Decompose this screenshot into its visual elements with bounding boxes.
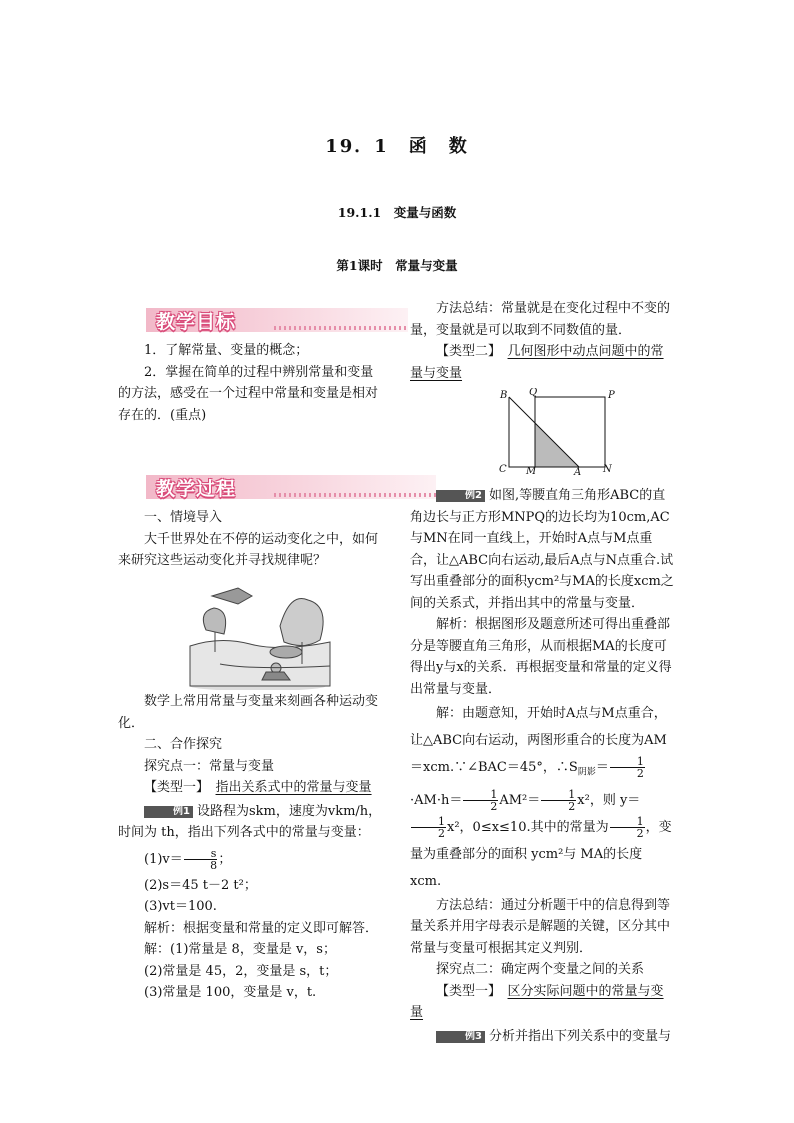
example-tag: 例2 bbox=[436, 490, 485, 502]
goals-list bbox=[118, 340, 386, 426]
fraction: $\frac{1}{2}$ bbox=[463, 789, 498, 812]
section-heading: 二、合作探究 bbox=[144, 737, 223, 752]
solution-line: 解：(1)常量是 8，变量是 v，s； bbox=[144, 942, 336, 957]
analysis-text: 解析：根据变量和常量的定义即可解答． bbox=[144, 920, 379, 936]
example-1 bbox=[118, 801, 386, 844]
label-q: Q bbox=[529, 388, 538, 398]
intro-block bbox=[118, 507, 386, 572]
label-c: C bbox=[499, 464, 507, 475]
example-text: 分析并指出下列关系中的变量与 bbox=[488, 1028, 671, 1044]
point-heading: 探究点一：常量与变量 bbox=[144, 758, 275, 774]
type-title: 几何图形中动点问题中的常量与变量 bbox=[410, 344, 664, 381]
page-title: 19．1 函 数 bbox=[325, 136, 469, 157]
explore-block bbox=[118, 691, 386, 1004]
right-top-block bbox=[410, 298, 676, 384]
goal-item: 2．掌握在简单的过程中辨别常量和变量的方法，感受在一个过程中常量和变量是相对存在的．(重点) bbox=[118, 364, 379, 423]
type-heading: 【类型一】 区分实际问题中的常量与变量 bbox=[410, 983, 664, 1021]
label-n: N bbox=[603, 464, 612, 475]
goal-item: 1．了解常量、变量的概念； bbox=[144, 343, 309, 358]
fraction: $\frac{1}{2}$ bbox=[610, 756, 645, 779]
kids-illustration bbox=[180, 586, 336, 690]
solution-line: (3)常量是 100，变量是 v，t. bbox=[144, 985, 317, 1000]
geometry-figure bbox=[496, 388, 618, 478]
process-banner bbox=[146, 475, 436, 499]
fraction: $\frac{s}{8}$ bbox=[184, 848, 218, 871]
solution-2: 解：由题意知，开始时A点与M点重合，让△ABC向右运动，两图形重合的长度为AM＝xcm.∵∠BAC＝45°，$\therefore S_{阴影}=$ $\frac{1}{2}$ ·AM·h＝ $\frac{1}{2}$ AM²＝ $\frac{1}{2}$ x²，则 y＝ $\frac{1}{2}$ x²，0≤x≤10.其中的常量为 $\frac{1}{2}$ ，变量为重叠部分的面积 ycm²与 MA的长度 xcm. bbox=[410, 706, 672, 889]
formula-3: (3)vt＝100. bbox=[144, 899, 217, 914]
example-text: 如图,等腰直角三角形ABC的直角边长与正方形MNPQ的边长均为10cm,AC与MN在同一直线上，开始时A点与M点重合，让△ABC向右运动,最后A点与N点重合.试写出重叠部分的面积ycm²与MA的长度xcm之间的关系式，并指出其中的常量与变量． bbox=[410, 488, 674, 611]
goals-banner-text: 教学目标 bbox=[156, 311, 237, 333]
type-heading bbox=[118, 777, 386, 799]
lesson-title: 第1课时 常量与变量 bbox=[336, 258, 458, 273]
process-banner-text: 教学过程 bbox=[156, 478, 237, 500]
formula-1: (1)v＝ $\frac{s}{8}$ ； bbox=[144, 846, 232, 872]
label-a: A bbox=[574, 467, 582, 478]
example-tag: 例1 bbox=[144, 806, 193, 818]
point-heading: 探究点二：确定两个变量之间的关系 bbox=[436, 962, 645, 978]
example-text: 设路程为skm，速度为vkm/h，时间为 th，指出下列各式中的常量与变量： bbox=[118, 803, 382, 840]
type-title: 区分实际问题中的常量与变量 bbox=[410, 983, 664, 1021]
fraction: $\frac{1}{2}$ bbox=[411, 816, 446, 839]
right-main-block bbox=[410, 485, 676, 1047]
section-subtitle: 19.1.1 变量与函数 bbox=[337, 205, 457, 220]
formula-2: (2)s＝45 t－2 t²； bbox=[144, 877, 257, 893]
type-title: 指出关系式中的常量与变量 bbox=[215, 780, 372, 795]
solution-line: (2)常量是 45，2，变量是 s，t； bbox=[144, 963, 338, 979]
example-2 bbox=[410, 485, 676, 614]
intro-text: 大千世界处在不停的运动变化之中，如何来研究这些运动变化并寻找规律呢？ bbox=[118, 531, 379, 568]
label-m: M bbox=[526, 466, 537, 477]
label-b: B bbox=[500, 390, 508, 401]
method-summary: 方法总结：常量就是在变化过程中不变的量，变量就是可以取到不同数值的量． bbox=[410, 301, 671, 338]
type-heading: 【类型二】 几何图形中动点问题中的常量与变量 bbox=[410, 344, 664, 381]
fraction: $\frac{1}{2}$ bbox=[541, 789, 576, 812]
fraction: $\frac{1}{2}$ bbox=[610, 816, 645, 839]
label-p: P bbox=[608, 390, 615, 401]
analysis-text: 解析：根据图形及题意所述可得出重叠部分是等腰直角三角形，从而根据MA的长度可得出y与x的关系．再根据变量和常量的定义得出常量与变量． bbox=[410, 617, 672, 697]
banner-dots bbox=[274, 326, 408, 330]
after-picture-text: 数学上常用常量与变量来刻画各种运动变化． bbox=[118, 694, 379, 731]
example-tag: 例3 bbox=[436, 1031, 485, 1043]
section-heading: 一、情境导入 bbox=[144, 510, 223, 525]
goals-banner bbox=[146, 308, 408, 332]
type-bracket: 【类型一】 bbox=[144, 780, 203, 795]
method-summary: 方法总结：通过分析题干中的信息得到等量关系并用字母表示是解题的关键，区分其中常量与变量可根据其定义判别． bbox=[410, 897, 671, 956]
example-3 bbox=[410, 1026, 676, 1048]
